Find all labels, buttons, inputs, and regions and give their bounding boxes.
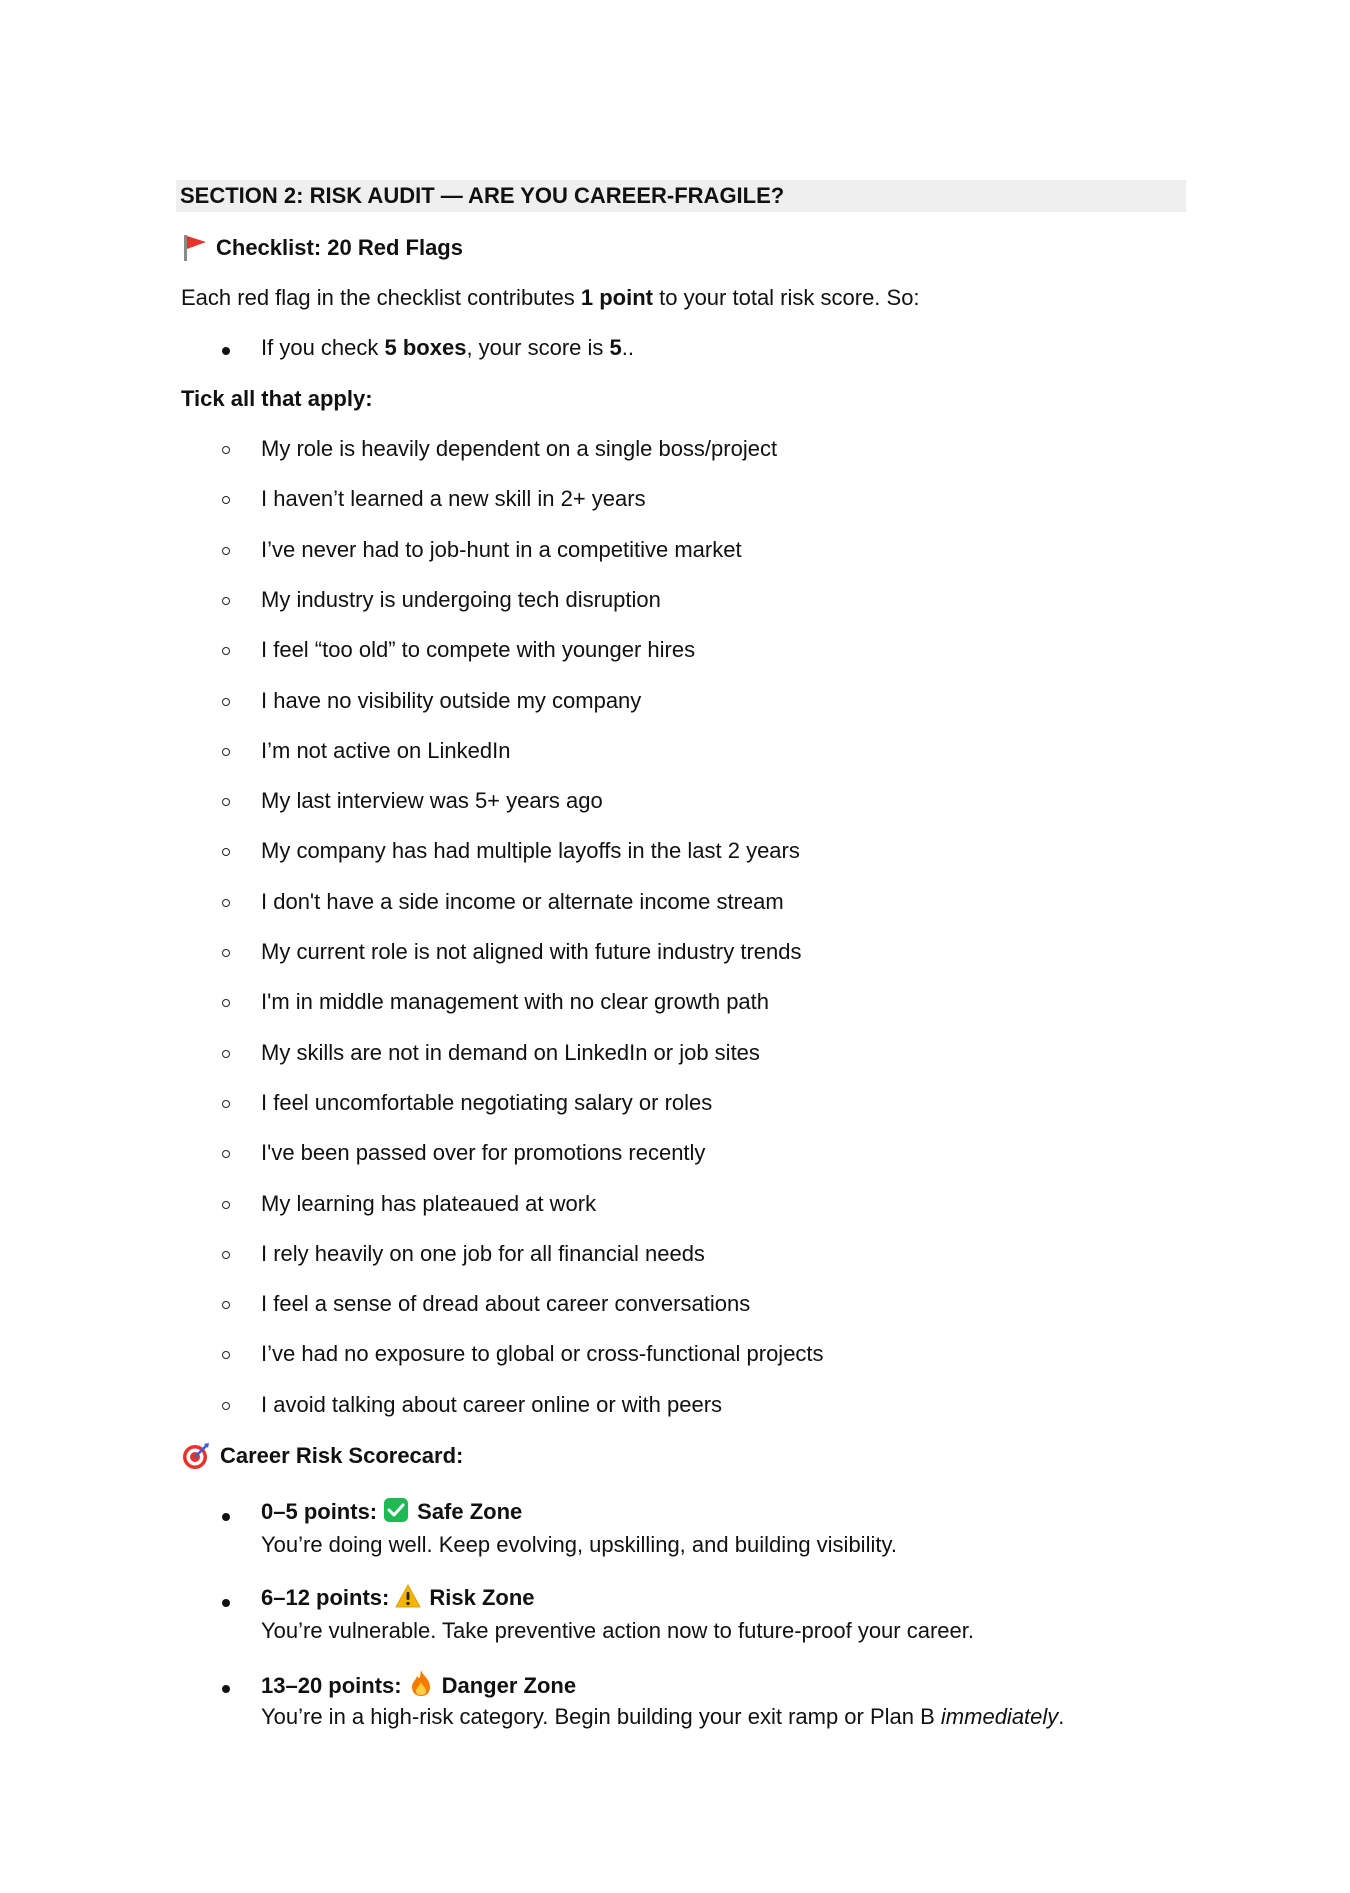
- checklist-item: I avoid talking about career online or with peers: [261, 1391, 723, 1417]
- checklist-item: My role is heavily dependent on a single boss/project: [261, 436, 778, 461]
- checkbox-circle[interactable]: [222, 446, 230, 454]
- checklist-item: I feel “too old” to compete with younger hires: [261, 637, 696, 663]
- danger-zone-desc: [261, 1702, 1064, 1732]
- example-text: If you check: [261, 335, 385, 360]
- bullet: [222, 1513, 230, 1521]
- checkbox-circle[interactable]: [222, 547, 230, 555]
- checkbox-circle[interactable]: [222, 748, 230, 756]
- checklist-item: My learning has plateaued at work: [261, 1190, 597, 1216]
- example-bold-score: 5: [609, 335, 622, 360]
- checklist-heading-text: Checklist: 20 Red Flags: [216, 235, 463, 260]
- checklist-item: I feel uncomfortable negotiating salary or roles: [261, 1089, 713, 1115]
- checkbox-circle[interactable]: [222, 1050, 230, 1058]
- danger-desc-end: .: [1058, 1704, 1065, 1729]
- example-bold-boxes: 5 boxes: [384, 335, 467, 360]
- checklist-item: My company has had multiple layoffs in the last 2 years: [261, 838, 800, 864]
- risk-zone-desc: You’re vulnerable. Take preventive action now to future-proof your career.: [261, 1618, 974, 1643]
- danger-desc-text: You’re in a high-risk category. Begin building your exit ramp or Plan B: [261, 1704, 941, 1729]
- checkbox-circle[interactable]: [222, 798, 230, 806]
- checkbox-circle[interactable]: [222, 647, 230, 655]
- zone-points: 6–12 points:: [261, 1585, 390, 1610]
- safe-zone-title: [261, 1497, 522, 1527]
- intro-paragraph: [181, 283, 920, 313]
- example-text-end: ..: [621, 335, 634, 360]
- bullet: [222, 1685, 230, 1693]
- checkbox-circle[interactable]: [222, 1150, 230, 1158]
- intro-text-end: to your total risk score. So:: [653, 285, 920, 310]
- zone-points: 0–5 points:: [261, 1499, 378, 1524]
- checklist-item: I’m not active on LinkedIn: [261, 737, 511, 763]
- check-icon: [383, 1497, 409, 1523]
- tick-heading: Tick all that apply:: [181, 386, 373, 411]
- example-bullet: [261, 333, 634, 363]
- checkbox-circle[interactable]: [222, 1201, 230, 1209]
- section-title: SECTION 2: RISK AUDIT — ARE YOU CAREER-FRAGILE?: [176, 180, 1186, 212]
- checklist-item: My current role is not aligned with future industry trends: [261, 939, 802, 964]
- checklist-item: I’ve never had to job-hunt in a competitive market: [261, 536, 742, 562]
- checklist-item: My industry is undergoing tech disruption: [261, 586, 661, 612]
- scorecard-heading-text: Career Risk Scorecard:: [220, 1443, 464, 1468]
- checkbox-circle[interactable]: [222, 1100, 230, 1108]
- target-icon: [182, 1442, 210, 1470]
- red-flag-icon: [182, 233, 208, 263]
- checkbox-circle[interactable]: [222, 496, 230, 504]
- zone-name: Risk Zone: [429, 1585, 535, 1610]
- checkbox-circle[interactable]: [222, 1301, 230, 1309]
- checklist-item: I feel a sense of dread about career conversations: [261, 1291, 751, 1317]
- fire-icon: [408, 1669, 434, 1697]
- checklist-item: I've been passed over for promotions recently: [261, 1140, 706, 1166]
- intro-text: Each red flag in the checklist contributes: [181, 285, 581, 310]
- intro-bold: 1 point: [580, 285, 653, 310]
- checkbox-circle[interactable]: [222, 899, 230, 907]
- checkbox-circle[interactable]: [222, 848, 230, 856]
- checklist-item: I have no visibility outside my company: [261, 687, 642, 713]
- checkbox-circle[interactable]: [222, 698, 230, 706]
- checkbox-circle[interactable]: [222, 597, 230, 605]
- checkbox-circle[interactable]: [222, 1351, 230, 1359]
- example-text-mid: , your score is: [466, 335, 610, 360]
- checklist-item: I rely heavily on one job for all financial needs: [261, 1240, 705, 1266]
- checkbox-circle[interactable]: [222, 949, 230, 957]
- danger-zone-title: [261, 1669, 576, 1701]
- checkbox-circle[interactable]: [222, 999, 230, 1007]
- checklist-item: I don't have a side income or alternate income stream: [261, 888, 784, 914]
- bullet: [222, 347, 230, 355]
- bullet: [222, 1599, 230, 1607]
- checklist-item: I'm in middle management with no clear growth path: [261, 989, 770, 1015]
- checklist-item: My skills are not in demand on LinkedIn or job sites: [261, 1039, 760, 1065]
- zone-name: Danger Zone: [441, 1673, 577, 1698]
- safe-zone-desc: You’re doing well. Keep evolving, upskilling, and building visibility.: [261, 1532, 897, 1557]
- risk-zone-title: [261, 1583, 535, 1613]
- checkbox-circle[interactable]: [222, 1402, 230, 1410]
- warning-icon: [395, 1583, 421, 1609]
- zone-name: Safe Zone: [417, 1499, 523, 1524]
- checkbox-circle[interactable]: [222, 1251, 230, 1259]
- checklist-item: My last interview was 5+ years ago: [261, 788, 603, 814]
- checklist-item: I haven’t learned a new skill in 2+ years: [261, 486, 646, 512]
- zone-points: 13–20 points:: [261, 1673, 402, 1698]
- checklist-heading: [182, 233, 463, 263]
- danger-desc-emphasis: immediately: [940, 1704, 1059, 1729]
- checklist-item: I’ve had no exposure to global or cross-functional projects: [261, 1341, 824, 1367]
- scorecard-heading: [182, 1441, 463, 1471]
